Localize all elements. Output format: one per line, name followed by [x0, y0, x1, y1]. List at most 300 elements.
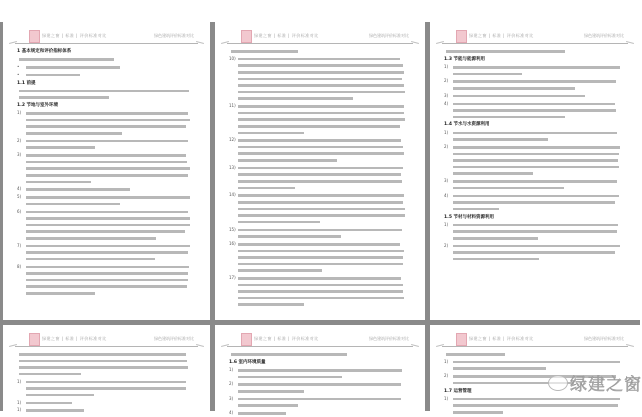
list-marker: 3): [444, 178, 449, 184]
list-marker: 2): [229, 381, 234, 387]
page-thumbnail[interactable]: [430, 325, 640, 411]
text-line: [444, 101, 624, 108]
list-marker: 3): [17, 152, 22, 158]
list-marker: 1): [444, 395, 449, 401]
text-line-placeholder: [453, 230, 617, 233]
text-line: [17, 138, 194, 145]
list-marker: 1): [229, 366, 234, 372]
text-line-placeholder: [26, 224, 190, 227]
text-line: [229, 199, 409, 206]
text-line: [444, 222, 624, 229]
text-line: [444, 206, 624, 213]
list-item: [17, 379, 194, 399]
text-line: [17, 290, 194, 297]
list-item: [229, 165, 409, 191]
list-item: [17, 243, 194, 263]
text-line-placeholder: [26, 387, 186, 390]
text-line: [229, 144, 409, 151]
list-marker: 16): [229, 240, 236, 246]
section-heading: [444, 214, 624, 221]
list-item: [229, 275, 409, 308]
text-line: [17, 186, 194, 193]
text-line: [229, 374, 409, 381]
text-line: [444, 396, 624, 403]
text-line-placeholder: [238, 290, 403, 293]
text-line: [444, 351, 624, 358]
page-thumbnail[interactable]: [430, 22, 640, 320]
text-line: [444, 256, 624, 263]
text-line-placeholder: [238, 71, 404, 74]
list-marker: 1): [17, 110, 22, 116]
text-line-placeholder: [231, 50, 298, 53]
list-item: [444, 178, 624, 191]
text-line: [229, 219, 409, 226]
text-line-placeholder: [453, 208, 499, 211]
text-line-placeholder: [26, 154, 186, 157]
heading-text: 1.2 节地与室外环境: [17, 103, 59, 109]
text-line: [444, 170, 624, 177]
text-line-placeholder: [26, 402, 72, 405]
text-line-placeholder: [26, 66, 120, 69]
page-thumbnail[interactable]: [3, 22, 210, 320]
text-line-placeholder: [26, 167, 190, 170]
text-line-placeholder: [238, 152, 404, 155]
text-line-placeholder: [19, 360, 187, 363]
watermark-text: 绿建之窗: [570, 375, 642, 395]
header-left-text: 绿建之窗 | 标准 | 评价标准对比: [254, 33, 319, 38]
list-item: [444, 222, 624, 242]
text-line-placeholder: [238, 243, 400, 246]
text-line: [229, 248, 409, 255]
text-line-placeholder: [238, 91, 405, 94]
text-line-placeholder: [19, 96, 109, 99]
text-line-placeholder: [238, 173, 401, 176]
page-body: [17, 48, 194, 316]
text-line: [229, 227, 409, 234]
text-line-placeholder: [453, 224, 618, 227]
text-line: [17, 222, 194, 229]
text-line-placeholder: [238, 404, 298, 407]
list-marker: 15): [229, 226, 236, 232]
list-marker: 1): [17, 399, 22, 405]
text-line: [229, 233, 409, 240]
page-thumbnail[interactable]: [215, 325, 425, 416]
header-left-text: 绿建之窗 | 标准 | 评价标准对比: [469, 336, 534, 341]
list-marker: 1): [17, 407, 22, 413]
text-line-placeholder: [26, 211, 188, 214]
text-line: [17, 94, 194, 101]
list-marker: 4): [17, 186, 22, 192]
text-line: [229, 254, 409, 261]
text-line: [17, 152, 194, 159]
text-line-placeholder: [238, 250, 404, 253]
text-line-placeholder: [453, 411, 503, 414]
text-line: [229, 396, 409, 403]
text-line-placeholder: [453, 237, 538, 240]
text-line-placeholder: [26, 174, 188, 177]
text-line: [444, 78, 624, 85]
list-item: [17, 264, 194, 297]
text-line-placeholder: [453, 367, 546, 370]
list-marker: 4): [444, 192, 449, 198]
wechat-logo-icon: [548, 375, 568, 391]
list-item: [229, 192, 409, 225]
text-line-placeholder: [238, 263, 403, 266]
text-line: [229, 157, 409, 164]
header-left-text: 绿建之窗 | 标准 | 评价标准对比: [42, 33, 107, 38]
text-line-placeholder: [19, 90, 189, 93]
text-line: [229, 110, 409, 117]
text-line: [17, 215, 194, 222]
text-line-placeholder: [453, 172, 533, 175]
heading-text: 1.7 运营管理: [444, 388, 472, 394]
paragraph: [444, 48, 624, 55]
paragraph: [229, 48, 409, 55]
text-line: [444, 243, 624, 250]
heading-text: 1.4 节水与水资源利用: [444, 122, 490, 128]
text-line: [444, 249, 624, 256]
text-line: [229, 123, 409, 130]
text-line-placeholder: [238, 398, 401, 401]
list-marker: 8): [17, 263, 22, 269]
text-line-placeholder: [238, 277, 401, 280]
text-line: [444, 107, 624, 114]
text-line-placeholder: [453, 159, 618, 162]
watermark: [548, 370, 640, 396]
text-line: [444, 144, 624, 151]
text-line: [229, 82, 409, 89]
text-line-placeholder: [26, 203, 120, 206]
text-line: [17, 351, 194, 358]
text-line: [444, 228, 624, 235]
text-line: [229, 410, 409, 417]
list-marker: •: [17, 63, 20, 69]
list-marker: 7): [17, 242, 22, 248]
text-line-placeholder: [26, 125, 186, 128]
text-line-placeholder: [238, 390, 304, 393]
text-line: [17, 364, 194, 371]
text-line: [17, 56, 194, 63]
text-line-placeholder: [26, 112, 188, 115]
text-line-placeholder: [26, 394, 94, 397]
list-item: [17, 400, 194, 407]
paragraph: [17, 88, 194, 101]
text-line: [229, 402, 409, 409]
text-line: [17, 270, 194, 277]
header-right-text: 绿色建筑评价标准对比: [154, 33, 194, 38]
list-item: [229, 381, 409, 394]
text-line: [17, 172, 194, 179]
header-rule: [442, 43, 628, 44]
list-marker: •: [17, 71, 20, 77]
text-line-placeholder: [238, 269, 322, 272]
text-line-placeholder: [19, 366, 188, 369]
page-header: [442, 333, 628, 347]
header-right-text: 绿色建筑评价标准对比: [154, 336, 194, 341]
list-item: [444, 396, 624, 416]
header-rule: [15, 43, 198, 44]
text-line: [229, 295, 409, 302]
text-line: [229, 171, 409, 178]
text-line-placeholder: [231, 353, 347, 356]
text-line-placeholder: [26, 266, 189, 269]
text-line: [17, 256, 194, 263]
text-line-placeholder: [238, 132, 304, 135]
text-line-placeholder: [26, 381, 186, 384]
text-line-placeholder: [238, 78, 402, 81]
text-line: [17, 88, 194, 95]
list-item: [444, 193, 624, 213]
text-line: [229, 192, 409, 199]
text-line-placeholder: [26, 217, 190, 220]
text-line: [229, 261, 409, 268]
text-line-placeholder: [453, 80, 616, 83]
text-line-placeholder: [453, 180, 617, 183]
header-right-text: 绿色建筑评价标准对比: [584, 33, 624, 38]
text-line: [444, 193, 624, 200]
text-line-placeholder: [26, 272, 188, 275]
text-line-placeholder: [238, 194, 404, 197]
list-item: [229, 227, 409, 240]
text-line-placeholder: [238, 125, 400, 128]
list-marker: 3): [444, 92, 449, 98]
heading-text: 1.5 节材与材料资源利用: [444, 214, 495, 220]
header-right-text: 绿色建筑评价标准对比: [369, 33, 409, 38]
logo-stamp-icon: [241, 30, 252, 43]
text-line: [229, 76, 409, 83]
page-body: [229, 351, 409, 416]
text-line-placeholder: [238, 229, 402, 232]
list-marker: 4): [444, 100, 449, 106]
text-line-placeholder: [26, 237, 156, 240]
page-body: [17, 351, 194, 413]
paragraph: [17, 351, 194, 377]
text-line: [17, 407, 194, 414]
text-line-placeholder: [238, 187, 295, 190]
text-line: [17, 228, 194, 235]
text-line: [229, 381, 409, 388]
text-line-placeholder: [26, 230, 185, 233]
text-line: [444, 93, 624, 100]
text-line-placeholder: [26, 161, 187, 164]
text-line-placeholder: [238, 208, 405, 211]
text-line: [17, 277, 194, 284]
header-rule: [442, 346, 628, 347]
text-line: [444, 199, 624, 206]
text-line: [444, 164, 624, 171]
text-line: [229, 137, 409, 144]
text-line-placeholder: [238, 235, 341, 238]
text-line: [229, 288, 409, 295]
logo-stamp-icon: [456, 30, 467, 43]
heading-text: 1.6 室内环境质量: [229, 359, 266, 365]
text-line: [17, 201, 194, 208]
text-line: [17, 358, 194, 365]
list-item: [444, 93, 624, 100]
page-header: [227, 30, 413, 44]
text-line-placeholder: [446, 50, 565, 53]
text-line: [17, 117, 194, 124]
text-line: [17, 165, 194, 172]
text-line: [444, 178, 624, 185]
text-line: [444, 157, 624, 164]
list-marker: 14): [229, 192, 236, 198]
list-marker: 1): [444, 221, 449, 227]
text-line-placeholder: [26, 132, 122, 135]
text-line-placeholder: [238, 256, 403, 259]
list-marker: 1): [444, 358, 449, 364]
paragraph: [444, 351, 624, 358]
text-line-placeholder: [26, 196, 190, 199]
text-line-placeholder: [26, 245, 190, 248]
list-marker: 1): [444, 129, 449, 135]
header-rule: [15, 346, 198, 347]
text-line: [17, 130, 194, 137]
text-line: [17, 159, 194, 166]
list-marker: 6): [17, 208, 22, 214]
list-marker: 11): [229, 103, 236, 109]
text-line-placeholder: [238, 58, 400, 61]
logo-stamp-icon: [456, 333, 467, 346]
text-line-placeholder: [453, 132, 617, 135]
list-item: [229, 103, 409, 136]
text-line-placeholder: [238, 201, 403, 204]
text-line: [17, 209, 194, 216]
text-line: [229, 185, 409, 192]
text-line: [444, 130, 624, 137]
heading-text: 1.1 前提: [17, 80, 36, 86]
text-line: [229, 130, 409, 137]
text-line-placeholder: [19, 58, 114, 61]
list-item: [444, 64, 624, 77]
text-line: [444, 64, 624, 71]
header-left-text: 绿建之窗 | 标准 | 评价标准对比: [42, 336, 107, 341]
text-line: [17, 110, 194, 117]
section-heading: [229, 359, 409, 366]
list-marker: 12): [229, 137, 236, 143]
text-line: [229, 212, 409, 219]
text-line-placeholder: [238, 214, 405, 217]
section-heading: [444, 56, 624, 63]
text-line-placeholder: [238, 221, 320, 224]
text-line-placeholder: [453, 66, 620, 69]
text-line-placeholder: [26, 74, 80, 77]
text-line-placeholder: [26, 119, 190, 122]
text-line: [229, 89, 409, 96]
list-marker: 13): [229, 164, 236, 170]
list-item: [17, 138, 194, 151]
text-line-placeholder: [238, 180, 402, 183]
text-line-placeholder: [238, 84, 404, 87]
text-line: [444, 71, 624, 78]
list-marker: 2): [444, 373, 449, 379]
list-item: [444, 144, 624, 177]
text-line-placeholder: [446, 353, 505, 356]
text-line: [229, 282, 409, 289]
text-line-placeholder: [26, 181, 91, 184]
heading-text: 1.3 节能与能源利用: [444, 56, 486, 62]
text-line: [229, 95, 409, 102]
header-left-text: 绿建之窗 | 标准 | 评价标准对比: [254, 336, 319, 341]
text-line-placeholder: [453, 258, 539, 261]
paragraph: [17, 56, 194, 63]
text-line-placeholder: [26, 285, 187, 288]
text-line-placeholder: [238, 297, 404, 300]
text-line: [17, 392, 194, 399]
section-heading: [17, 102, 194, 109]
text-line: [17, 249, 194, 256]
list-item: [17, 64, 194, 71]
header-rule: [227, 43, 413, 44]
text-line: [444, 136, 624, 143]
text-line: [17, 144, 194, 151]
logo-stamp-icon: [29, 30, 40, 43]
list-item: [229, 396, 409, 409]
text-line: [444, 114, 624, 121]
text-line: [229, 275, 409, 282]
text-line-placeholder: [238, 383, 401, 386]
text-line: [444, 48, 624, 55]
text-line: [229, 69, 409, 76]
section-heading: [17, 48, 194, 55]
list-marker: 2): [17, 137, 22, 143]
text-line-placeholder: [238, 139, 401, 142]
list-marker: 4): [229, 410, 234, 416]
text-line: [17, 123, 194, 130]
text-line-placeholder: [453, 109, 616, 112]
list-item: [17, 72, 194, 79]
text-line: [17, 72, 194, 79]
list-item: [444, 130, 624, 143]
text-line-placeholder: [26, 251, 188, 254]
page-body: [444, 48, 624, 316]
page-header: [15, 333, 198, 347]
list-item: [17, 110, 194, 136]
text-line-placeholder: [238, 167, 403, 170]
text-line-placeholder: [238, 118, 405, 121]
text-line-placeholder: [453, 95, 585, 98]
list-marker: 1): [444, 63, 449, 69]
header-right-text: 绿色建筑评价标准对比: [369, 336, 409, 341]
text-line: [444, 359, 624, 366]
text-line-placeholder: [26, 140, 188, 143]
page-thumbnail[interactable]: [215, 22, 425, 320]
list-marker: 17): [229, 275, 236, 281]
list-marker: 10): [229, 55, 236, 61]
list-item: [229, 56, 409, 102]
logo-stamp-icon: [241, 333, 252, 346]
text-line-placeholder: [238, 97, 353, 100]
list-item: [229, 137, 409, 163]
page-header: [442, 30, 628, 44]
text-line-placeholder: [453, 361, 620, 364]
text-line: [229, 116, 409, 123]
text-line-placeholder: [238, 369, 402, 372]
list-item: [229, 367, 409, 380]
page-thumbnail[interactable]: [3, 325, 210, 411]
list-item: [444, 78, 624, 91]
text-line: [444, 409, 624, 416]
text-line: [17, 194, 194, 201]
text-line: [229, 56, 409, 63]
text-line: [229, 367, 409, 374]
text-line-placeholder: [19, 353, 186, 356]
text-line: [444, 402, 624, 409]
text-line-placeholder: [453, 245, 620, 248]
text-line-placeholder: [453, 73, 522, 76]
list-item: [17, 407, 194, 414]
header-left-text: 绿建之窗 | 标准 | 评价标准对比: [469, 33, 534, 38]
